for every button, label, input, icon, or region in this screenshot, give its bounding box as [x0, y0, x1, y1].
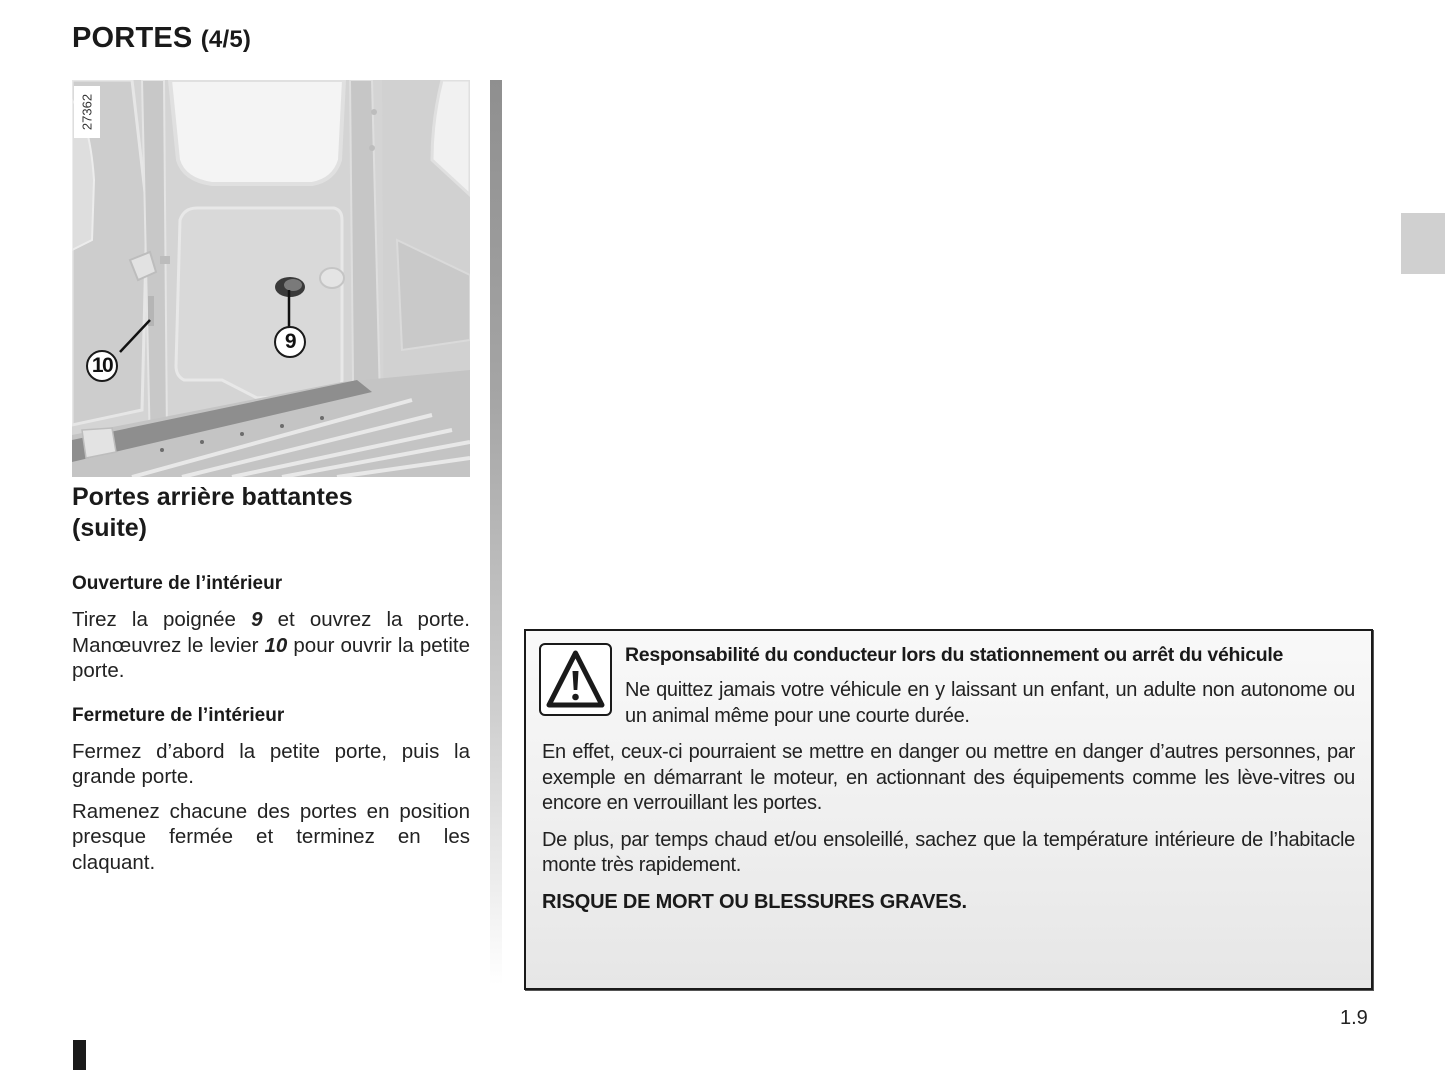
page-title-text: PORTES [72, 22, 193, 54]
warning-paragraph-2: De plus, par temps chaud et/ou ensoleillé, sachez que la température intérieure de l’habitacle monte très rapidement. [542, 828, 1355, 876]
van-interior-drawing [72, 80, 470, 477]
warning-box [524, 629, 1373, 990]
figure-reference-number: 27362 [74, 86, 100, 138]
page-title [72, 22, 251, 55]
rear-door-illustration [72, 80, 470, 477]
closing-paragraph-1: Fermez d’abord la petite porte, puis la grande porte. [72, 739, 470, 788]
ref-9: 9 [251, 608, 263, 631]
page-title-part: (4/5) [200, 26, 252, 53]
left-column [72, 482, 470, 875]
opening-paragraph: Tirez la poignée 9 et ouvrez la porte. Manœuvrez le levier 10 pour ouvrir la petite porte. [72, 608, 470, 682]
page-number: 1.9 [1340, 1007, 1368, 1029]
column-divider-bar [490, 80, 502, 985]
warning-intro: Ne quittez jamais votre véhicule en y laissant un enfant, un adulte non autonome ou un animal même pour une courte durée. [625, 679, 1355, 727]
section-title: Portes arrière battantes (suite) [72, 483, 353, 542]
warning-triangle-icon [539, 643, 612, 716]
closing-paragraph-2: Ramenez chacune des portes en position presque fermée et terminez en les claquant. [72, 799, 470, 874]
opening-subtitle: Ouverture de l’intérieur [72, 573, 283, 594]
callout-10-small-door-lever: 10 [86, 350, 118, 382]
chapter-thumb-tab [1401, 213, 1445, 274]
ref-10: 10 [264, 633, 288, 657]
callout-9-door-handle: 9 [274, 326, 306, 358]
warning-emphasis: RISQUE DE MORT OU BLESSURES GRAVES. [542, 890, 967, 913]
closing-subtitle: Fermeture de l’intérieur [72, 704, 285, 726]
page-corner-mark [73, 1040, 86, 1070]
warning-paragraph-1: En effet, ceux-ci pourraient se mettre en danger ou mettre en danger d’autres personnes, par exemple en démarrant le moteur, en actionnant des équipements comme les lève-vitres ou encore en verrouillant les portes. [542, 741, 1355, 814]
warning-heading: Responsabilité du conducteur lors du stationnement ou arrêt du véhicule [625, 644, 1284, 666]
